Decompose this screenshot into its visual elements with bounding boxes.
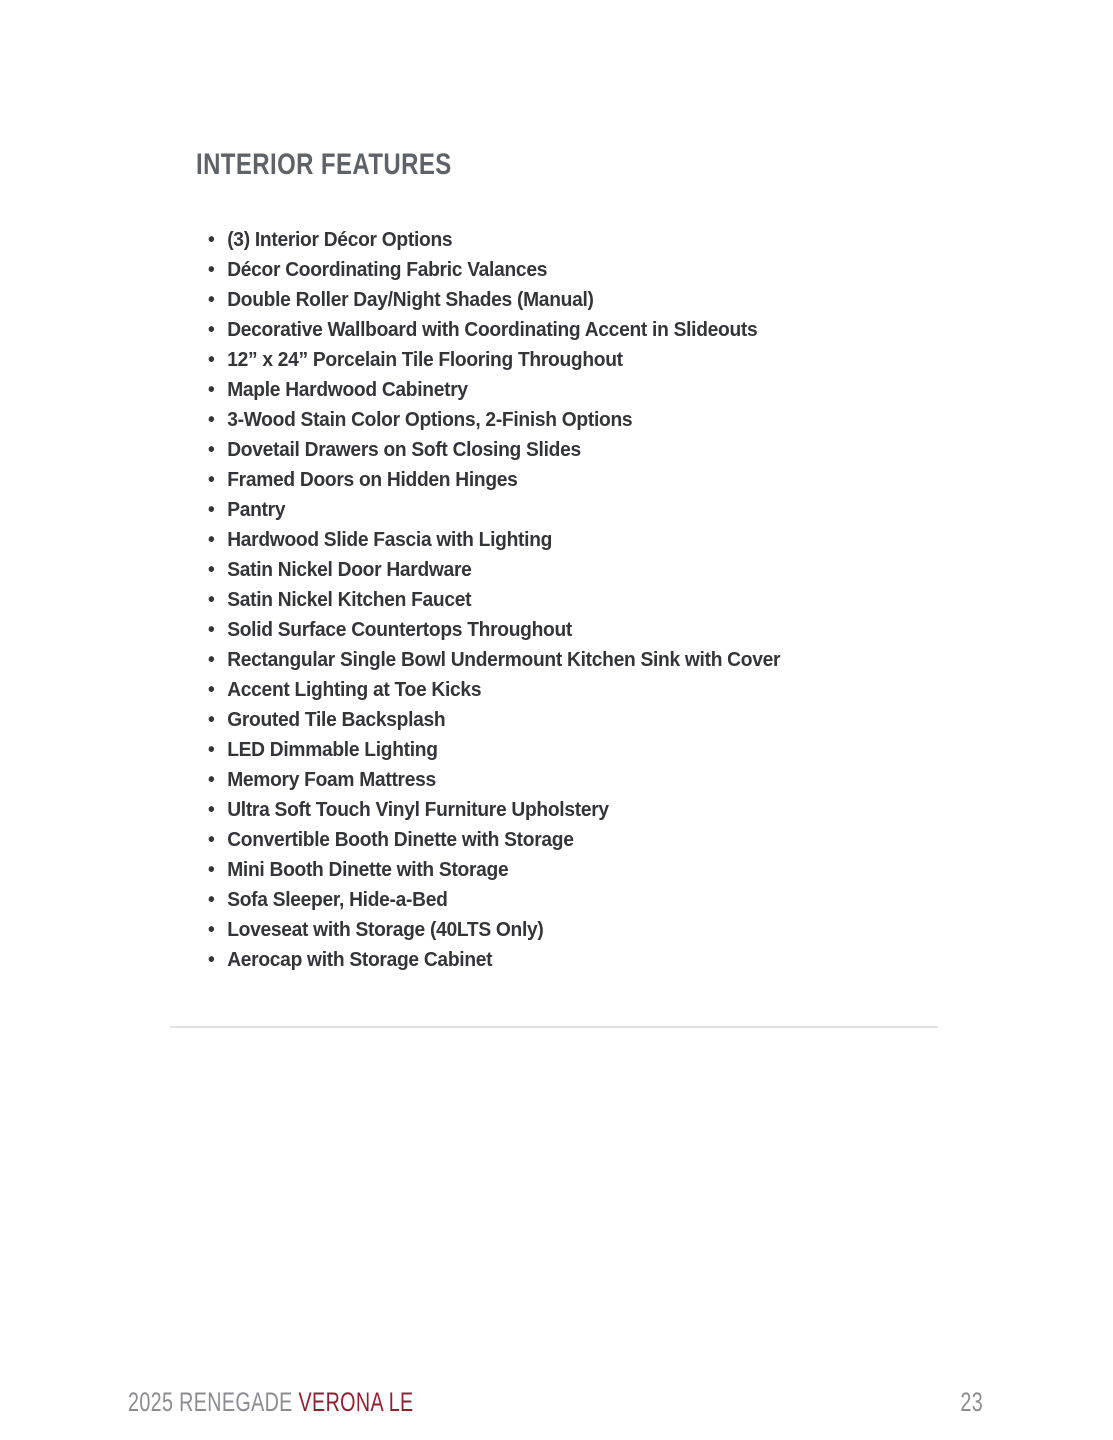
feature-item: • Satin Nickel Kitchen Faucet: [208, 585, 780, 615]
feature-item: • Solid Surface Countertops Throughout: [208, 615, 780, 645]
footer-brand: [128, 1387, 414, 1418]
footer-model-label: VERONA LE: [298, 1387, 414, 1417]
page-number: 23: [960, 1387, 983, 1417]
feature-item: • Satin Nickel Door Hardware: [208, 555, 780, 585]
feature-item: • Aerocap with Storage Cabinet: [208, 945, 780, 975]
feature-item: • Maple Hardwood Cabinetry: [208, 375, 780, 405]
feature-item: • Décor Coordinating Fabric Valances: [208, 255, 780, 285]
interior-features-list: [208, 225, 804, 975]
feature-item: • Grouted Tile Backsplash: [208, 705, 780, 735]
feature-item: • (3) Interior Décor Options: [208, 225, 780, 255]
feature-item: • Accent Lighting at Toe Kicks: [208, 675, 780, 705]
feature-item: • Memory Foam Mattress: [208, 765, 780, 795]
feature-item: • Pantry: [208, 495, 780, 525]
section-divider: [170, 1026, 938, 1028]
feature-item: • 3-Wood Stain Color Options, 2-Finish Options: [208, 405, 780, 435]
feature-item: • Sofa Sleeper, Hide-a-Bed: [208, 885, 780, 915]
feature-item: • Double Roller Day/Night Shades (Manual): [208, 285, 780, 315]
feature-item: • LED Dimmable Lighting: [208, 735, 780, 765]
feature-item: • Framed Doors on Hidden Hinges: [208, 465, 780, 495]
footer-year-brand-label: 2025 RENEGADE: [128, 1387, 293, 1417]
feature-item: • Mini Booth Dinette with Storage: [208, 855, 780, 885]
feature-item: • 12” x 24” Porcelain Tile Flooring Throughout: [208, 345, 780, 375]
feature-item: • Loveseat with Storage (40LTS Only): [208, 915, 780, 945]
feature-item: • Convertible Booth Dinette with Storage: [208, 825, 780, 855]
feature-item: • Ultra Soft Touch Vinyl Furniture Upholstery: [208, 795, 780, 825]
feature-item: • Hardwood Slide Fascia with Lighting: [208, 525, 780, 555]
feature-item: • Rectangular Single Bowl Undermount Kitchen Sink with Cover: [208, 645, 780, 675]
feature-item: • Dovetail Drawers on Soft Closing Slides: [208, 435, 780, 465]
page-title: INTERIOR FEATURES: [196, 148, 452, 181]
feature-item: • Decorative Wallboard with Coordinating Accent in Slideouts: [208, 315, 780, 345]
